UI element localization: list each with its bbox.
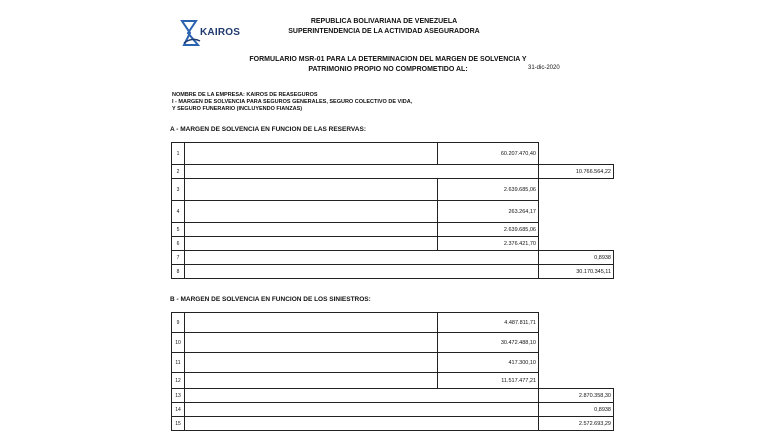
table-row [172,353,614,373]
row-value-2: 2.870.358,30 [539,389,614,403]
row-value-1: 2.376.421,70 [438,237,539,251]
row-value-2 [539,237,614,251]
logo-text: KAIROS [200,27,241,38]
row-num: 14 [172,403,185,417]
row-value-1: 263.264,17 [438,201,539,223]
row-label [185,417,539,431]
row-label [185,223,438,237]
row-label [185,313,438,333]
row-num: 4 [172,201,185,223]
row-label [185,237,438,251]
row-label [185,201,438,223]
row-value-1: 417.300,10 [438,353,539,373]
row-label [185,333,438,353]
table-row [172,165,614,179]
row-value-2 [539,143,614,165]
section-a-title: A - MARGEN DE SOLVENCIA EN FUNCION DE LAS RESERVAS: [170,126,366,133]
row-value-2 [539,333,614,353]
row-num: 5 [172,223,185,237]
row-value-1: 4.487.811,71 [438,313,539,333]
table-row [172,223,614,237]
row-label [185,353,438,373]
table-row [172,143,614,165]
row-label [185,165,539,179]
row-value-2 [539,373,614,389]
company-name: NOMBRE DE LA EMPRESA: KAIROS DE REASEGUROS [172,92,318,98]
row-value-2 [539,201,614,223]
row-num: 6 [172,237,185,251]
table-row [172,417,614,431]
row-num: 2 [172,165,185,179]
table-row [172,403,614,417]
row-value-1: 60.207.470,40 [438,143,539,165]
table-row [172,179,614,201]
row-value-1: 30.472.488,10 [438,333,539,353]
table-row [172,201,614,223]
row-value-1: 2.639.685,06 [438,223,539,237]
row-label [185,403,539,417]
row-num: 7 [172,251,185,265]
row-value-2: 30.170.345,11 [539,265,614,279]
row-label [185,251,539,265]
row-num: 12 [172,373,185,389]
row-num: 1 [172,143,185,165]
header-line-2: SUPERINTENDENCIA DE LA ACTIVIDAD ASEGURADORA [288,28,480,35]
form-title: FORMULARIO MSR-01 PARA LA DETERMINACION DEL MARGEN DE SOLVENCIA Y PATRIMONIO PROPIO NO COMPROMETIDO AL: [249,56,527,73]
section-b-table [171,312,614,431]
row-label [185,389,539,403]
row-num: 3 [172,179,185,201]
row-num: 8 [172,265,185,279]
section-b-title: B - MARGEN DE SOLVENCIA EN FUNCION DE LOS SINIESTROS: [170,296,371,303]
row-num: 13 [172,389,185,403]
table-row [172,389,614,403]
row-label [185,179,438,201]
scope-line-2: Y SEGURO FUNERARIO (INCLUYENDO FIANZAS) [172,106,303,112]
row-label [185,373,438,389]
row-value-1: 11.517.477,21 [438,373,539,389]
row-value-2: 2.572.693,29 [539,417,614,431]
row-label [185,143,438,165]
row-value-2: 0,8938 [539,251,614,265]
table-row [172,313,614,333]
section-a-table [171,142,614,279]
row-label [185,265,539,279]
header-line-1: REPUBLICA BOLIVARIANA DE VENEZUELA [310,18,458,25]
row-num: 15 [172,417,185,431]
row-value-2 [539,223,614,237]
row-num: 11 [172,353,185,373]
form-date: 31-dic-2020 [528,65,560,71]
row-value-2: 0,8938 [539,403,614,417]
row-value-2 [539,313,614,333]
table-row [172,265,614,279]
table-row [172,251,614,265]
row-value-1: 2.639.685,06 [438,179,539,201]
table-row [172,373,614,389]
row-num: 10 [172,333,185,353]
scope-line-1: I - MARGEN DE SOLVENCIA PARA SEGUROS GENERALES, SEGURO COLECTIVO DE VIDA, [172,99,413,105]
row-value-2 [539,179,614,201]
row-num: 9 [172,313,185,333]
table-row [172,237,614,251]
row-value-2: 10.766.564,22 [539,165,614,179]
row-value-2 [539,353,614,373]
table-row [172,333,614,353]
